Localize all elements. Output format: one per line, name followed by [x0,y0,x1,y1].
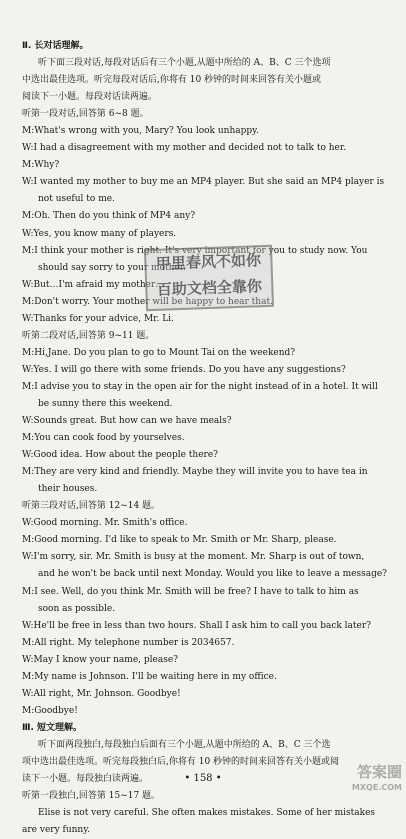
page-number: • 158 • [184,773,222,784]
text-line: W:All right, Mr. Johnson. Goodbye! [22,688,181,699]
text-line: M:My name is Johnson. I'll be waiting here in my office. [22,671,277,682]
text-line: M:Goodbye! [22,705,78,716]
text-line: W:Yes. I will go there with some friends. Do you have any suggestions? [22,364,346,375]
text-line: M:Oh. Then do you think of MP4 any? [22,211,196,222]
text-line: 听第一段对话,回答第 6~8 题。 [22,109,149,120]
logo-text: 答案圈 [356,763,402,781]
text-line: M:Hi,Jane. Do you plan to go to Mount Tai on the weekend? [22,347,296,358]
text-line: 阅读下一小题。每段对话读两遍。 [22,92,158,103]
text-line: W:Yes, you know many of players. [22,228,177,239]
section-heading: Ⅲ. 短文理解。 [22,722,83,733]
text-line: M:I think your mother is right. It's very important for you to study now. You [22,245,368,256]
text-line: M:Why? [22,160,60,171]
text-line: W:He'll be free in less than two hours. Shall I ask him to call you back later? [22,620,371,631]
text-line: 中选出最佳选项。听完每段对话后,你将有 10 秒钟的时间来回答有关小题或 [22,75,322,86]
text-line: 项中选出最佳选项。听完每段独白后,你将有 10 秒钟的时间来回答有关小题或阅 [22,756,340,767]
text-line: M:They are very kind and friendly. Maybe they will invite you to have tea in [22,467,368,478]
text-line: their houses. [38,484,98,495]
text-line: W:I wanted my mother to buy me an MP4 player. But she said an MP4 player is [22,177,385,188]
text-line: 听第三段对话,回答第 12~14 题。 [22,501,161,512]
text-line: are very funny. [22,825,90,836]
text-line: soon as possible. [38,603,116,614]
text-line: M:I advise you to stay in the open air for the night instead of in a hotel. It will [22,381,378,392]
text-line: W:I'm sorry, sir. Mr. Smith is busy at the moment. Mr. Sharp is out of town, [22,552,365,563]
stamp-line-2: 百助文档全靠你 [156,277,263,299]
text-line: W:But…I'm afraid my mother… [22,279,165,290]
logo-url: MXQE.COM [351,783,402,792]
text-line: W:Good idea. How about the people there? [22,450,218,461]
text-line: M:You can cook food by yourselves. [22,433,185,444]
text-line: and he won't be back until next Monday. Would you like to leave a message? [38,569,387,580]
text-line: should say sorry to your mother. [38,262,186,273]
text-line: W:May I know your name, please? [22,654,178,665]
watermark-stamp [144,245,274,311]
text-line: M:I see. Well, do you think Mr. Smith will be free? I have to talk to him as [22,586,359,597]
text-line: 听下面两段独白,每段独白后面有三个小题,从题中所给的 A、B、C 三个选 [38,739,331,750]
text-line: W:Good morning. Mr. Smith's office. [22,518,188,529]
text-line: 听下面三段对话,每段对话后有三个小题,从题中所给的 A、B、C 三个选项 [38,58,331,69]
text-line: M:Good morning. I'd like to speak to Mr. Smith or Mr. Sharp, please. [22,535,337,546]
text-line: 听第一段独白,回答第 15~17 题。 [22,791,161,802]
watermark-logo [342,764,402,796]
text-line: 听第二段对话,回答第 9~11 题。 [22,330,155,341]
text-line: M:Don't worry. Your mother will be happy to hear that. [22,296,273,307]
text-line: not useful to me. [38,194,115,205]
text-line: be sunny there this weekend. [38,398,173,409]
text-line: W:Thanks for your advice, Mr. Li. [22,313,174,324]
text-line: M:What's wrong with you, Mary? You look unhappy. [22,126,259,137]
text-line: Elise is not very careful. She often makes mistakes. Some of her mistakes [38,808,376,819]
text-line: 读下一小题。每段独白读两遍。 [22,774,149,785]
text-line: W:I had a disagreement with my mother and decided not to talk to her. [22,143,347,154]
text-line: W:Sounds great. But how can we have meals? [22,416,232,427]
section-heading: Ⅱ. 长对话理解。 [22,41,89,51]
text-line: M:All right. My telephone number is 2034657. [22,637,235,648]
document-body [22,38,388,839]
stamp-line-1: 甲里春风不如你 [155,251,262,273]
